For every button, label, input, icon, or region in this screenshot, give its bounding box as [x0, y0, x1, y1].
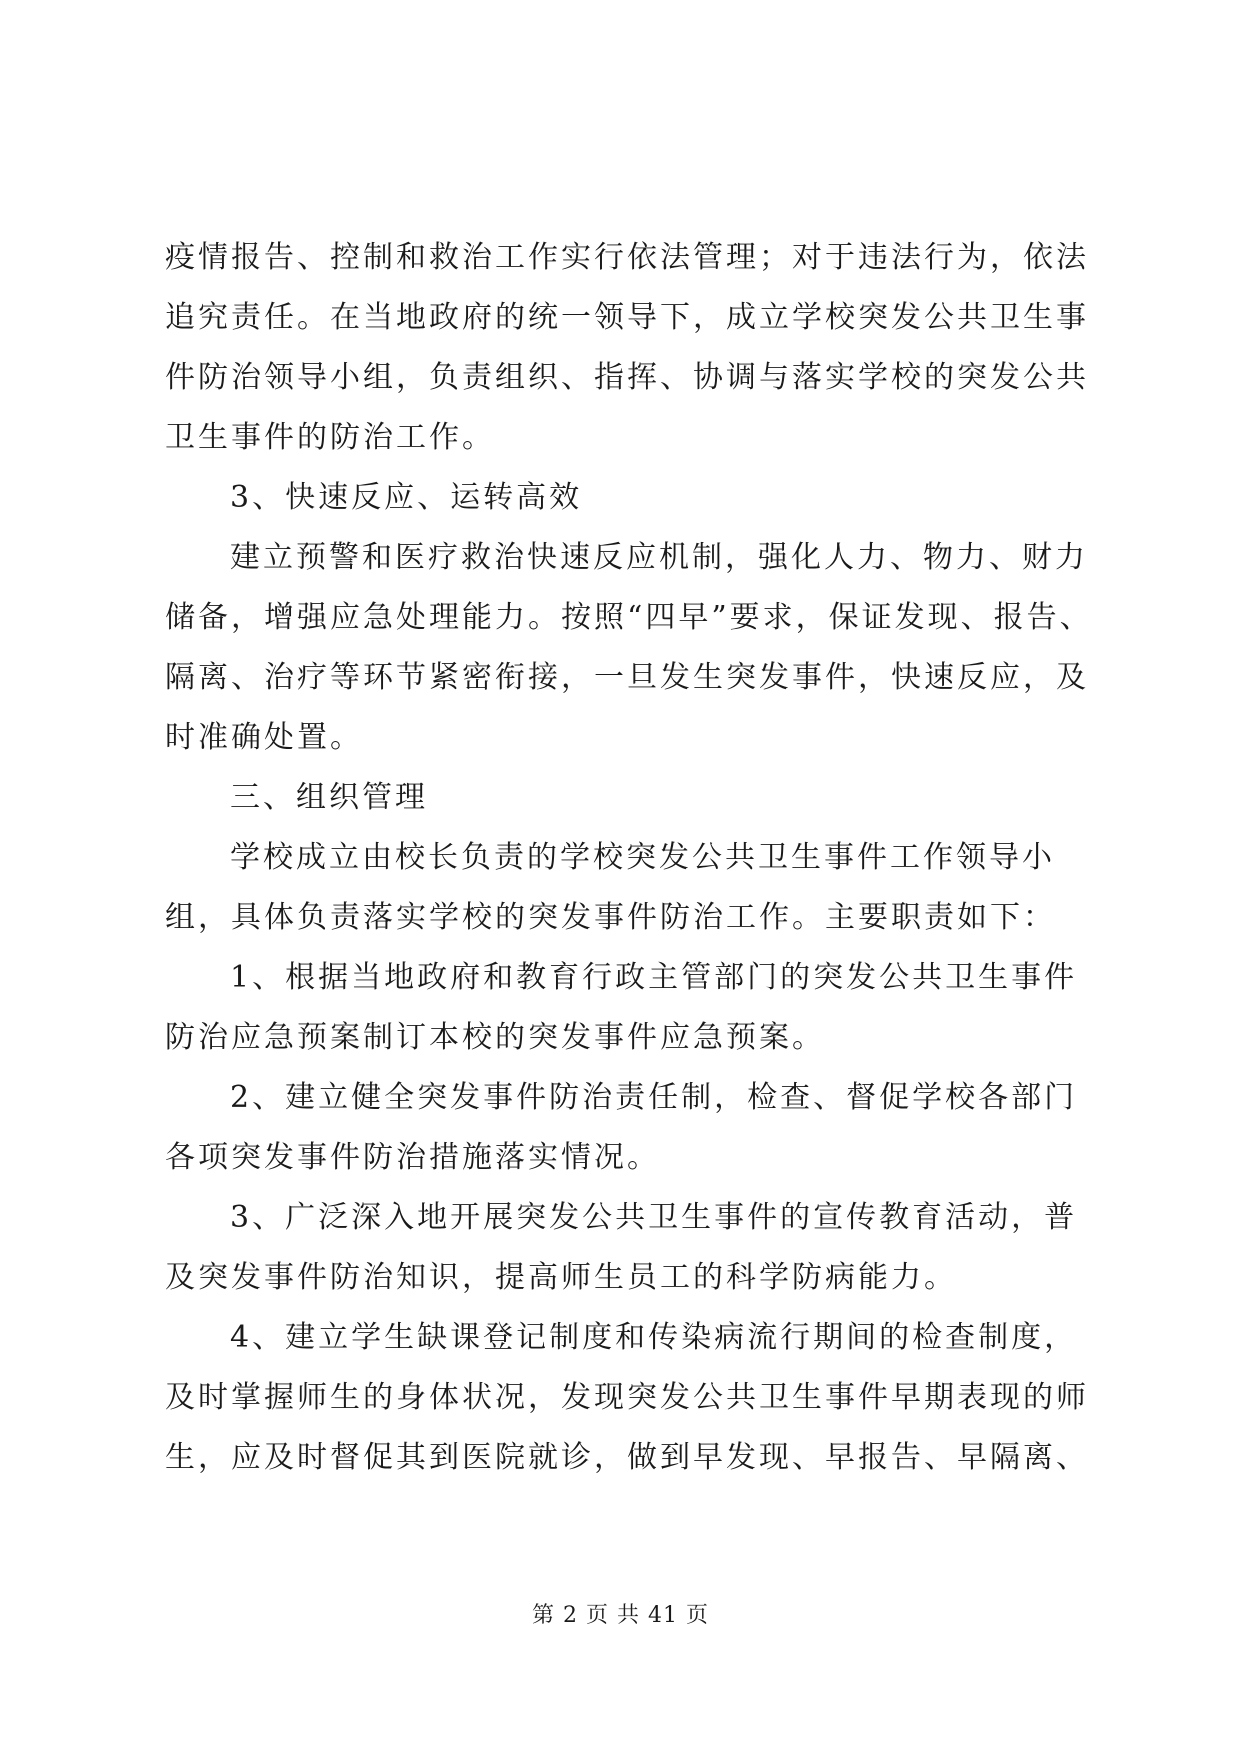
list-item-line: 1、根据当地政府和教育行政主管部门的突发公共卫生事件: [230, 960, 1078, 995]
paragraph-line: 件防治领导小组，负责组织、指挥、协调与落实学校的突发公共: [165, 360, 1089, 395]
paragraph-line: 隔离、治疗等环节紧密衔接，一旦发生突发事件，快速反应，及: [165, 660, 1089, 695]
section-subheading: 3、快速反应、运转高效: [230, 480, 583, 515]
paragraph-line: 建立预警和医疗救治快速反应机制，强化人力、物力、财力: [230, 540, 1088, 575]
paragraph-line: 时准确处置。: [165, 720, 363, 755]
paragraph-line: 学校成立由校长负责的学校突发公共卫生事件工作领导小: [230, 840, 1055, 875]
page-number-footer: 第 2 页 共 41 页: [532, 1603, 709, 1628]
paragraph-line: 疫情报告、控制和救治工作实行依法管理；对于违法行为，依法: [165, 240, 1089, 275]
paragraph-line: 组，具体负责落实学校的突发事件防治工作。主要职责如下：: [165, 900, 1056, 935]
paragraph-line: 储备，增强应急处理能力。按照“四早”要求，保证发现、报告、: [165, 600, 1093, 635]
list-item-line: 生，应及时督促其到医院就诊，做到早发现、早报告、早隔离、: [165, 1440, 1089, 1475]
list-item-line: 3、广泛深入地开展突发公共卫生事件的宣传教育活动，普: [230, 1200, 1078, 1235]
paragraph-line: 追究责任。在当地政府的统一领导下，成立学校突发公共卫生事: [165, 300, 1089, 335]
list-item-line: 防治应急预案制订本校的突发事件应急预案。: [165, 1020, 825, 1055]
list-item-line: 各项突发事件防治措施落实情况。: [165, 1140, 660, 1175]
list-item-line: 及突发事件防治知识，提高师生员工的科学防病能力。: [165, 1260, 957, 1295]
list-item-line: 4、建立学生缺课登记制度和传染病流行期间的检查制度，: [230, 1320, 1078, 1355]
document-body: [165, 228, 1093, 1488]
section-heading: 三、组织管理: [230, 780, 428, 815]
paragraph-line: 卫生事件的防治工作。: [165, 420, 495, 455]
list-item-line: 2、建立健全突发事件防治责任制，检查、督促学校各部门: [230, 1080, 1078, 1115]
list-item-line: 及时掌握师生的身体状况，发现突发公共卫生事件早期表现的师: [165, 1380, 1089, 1415]
